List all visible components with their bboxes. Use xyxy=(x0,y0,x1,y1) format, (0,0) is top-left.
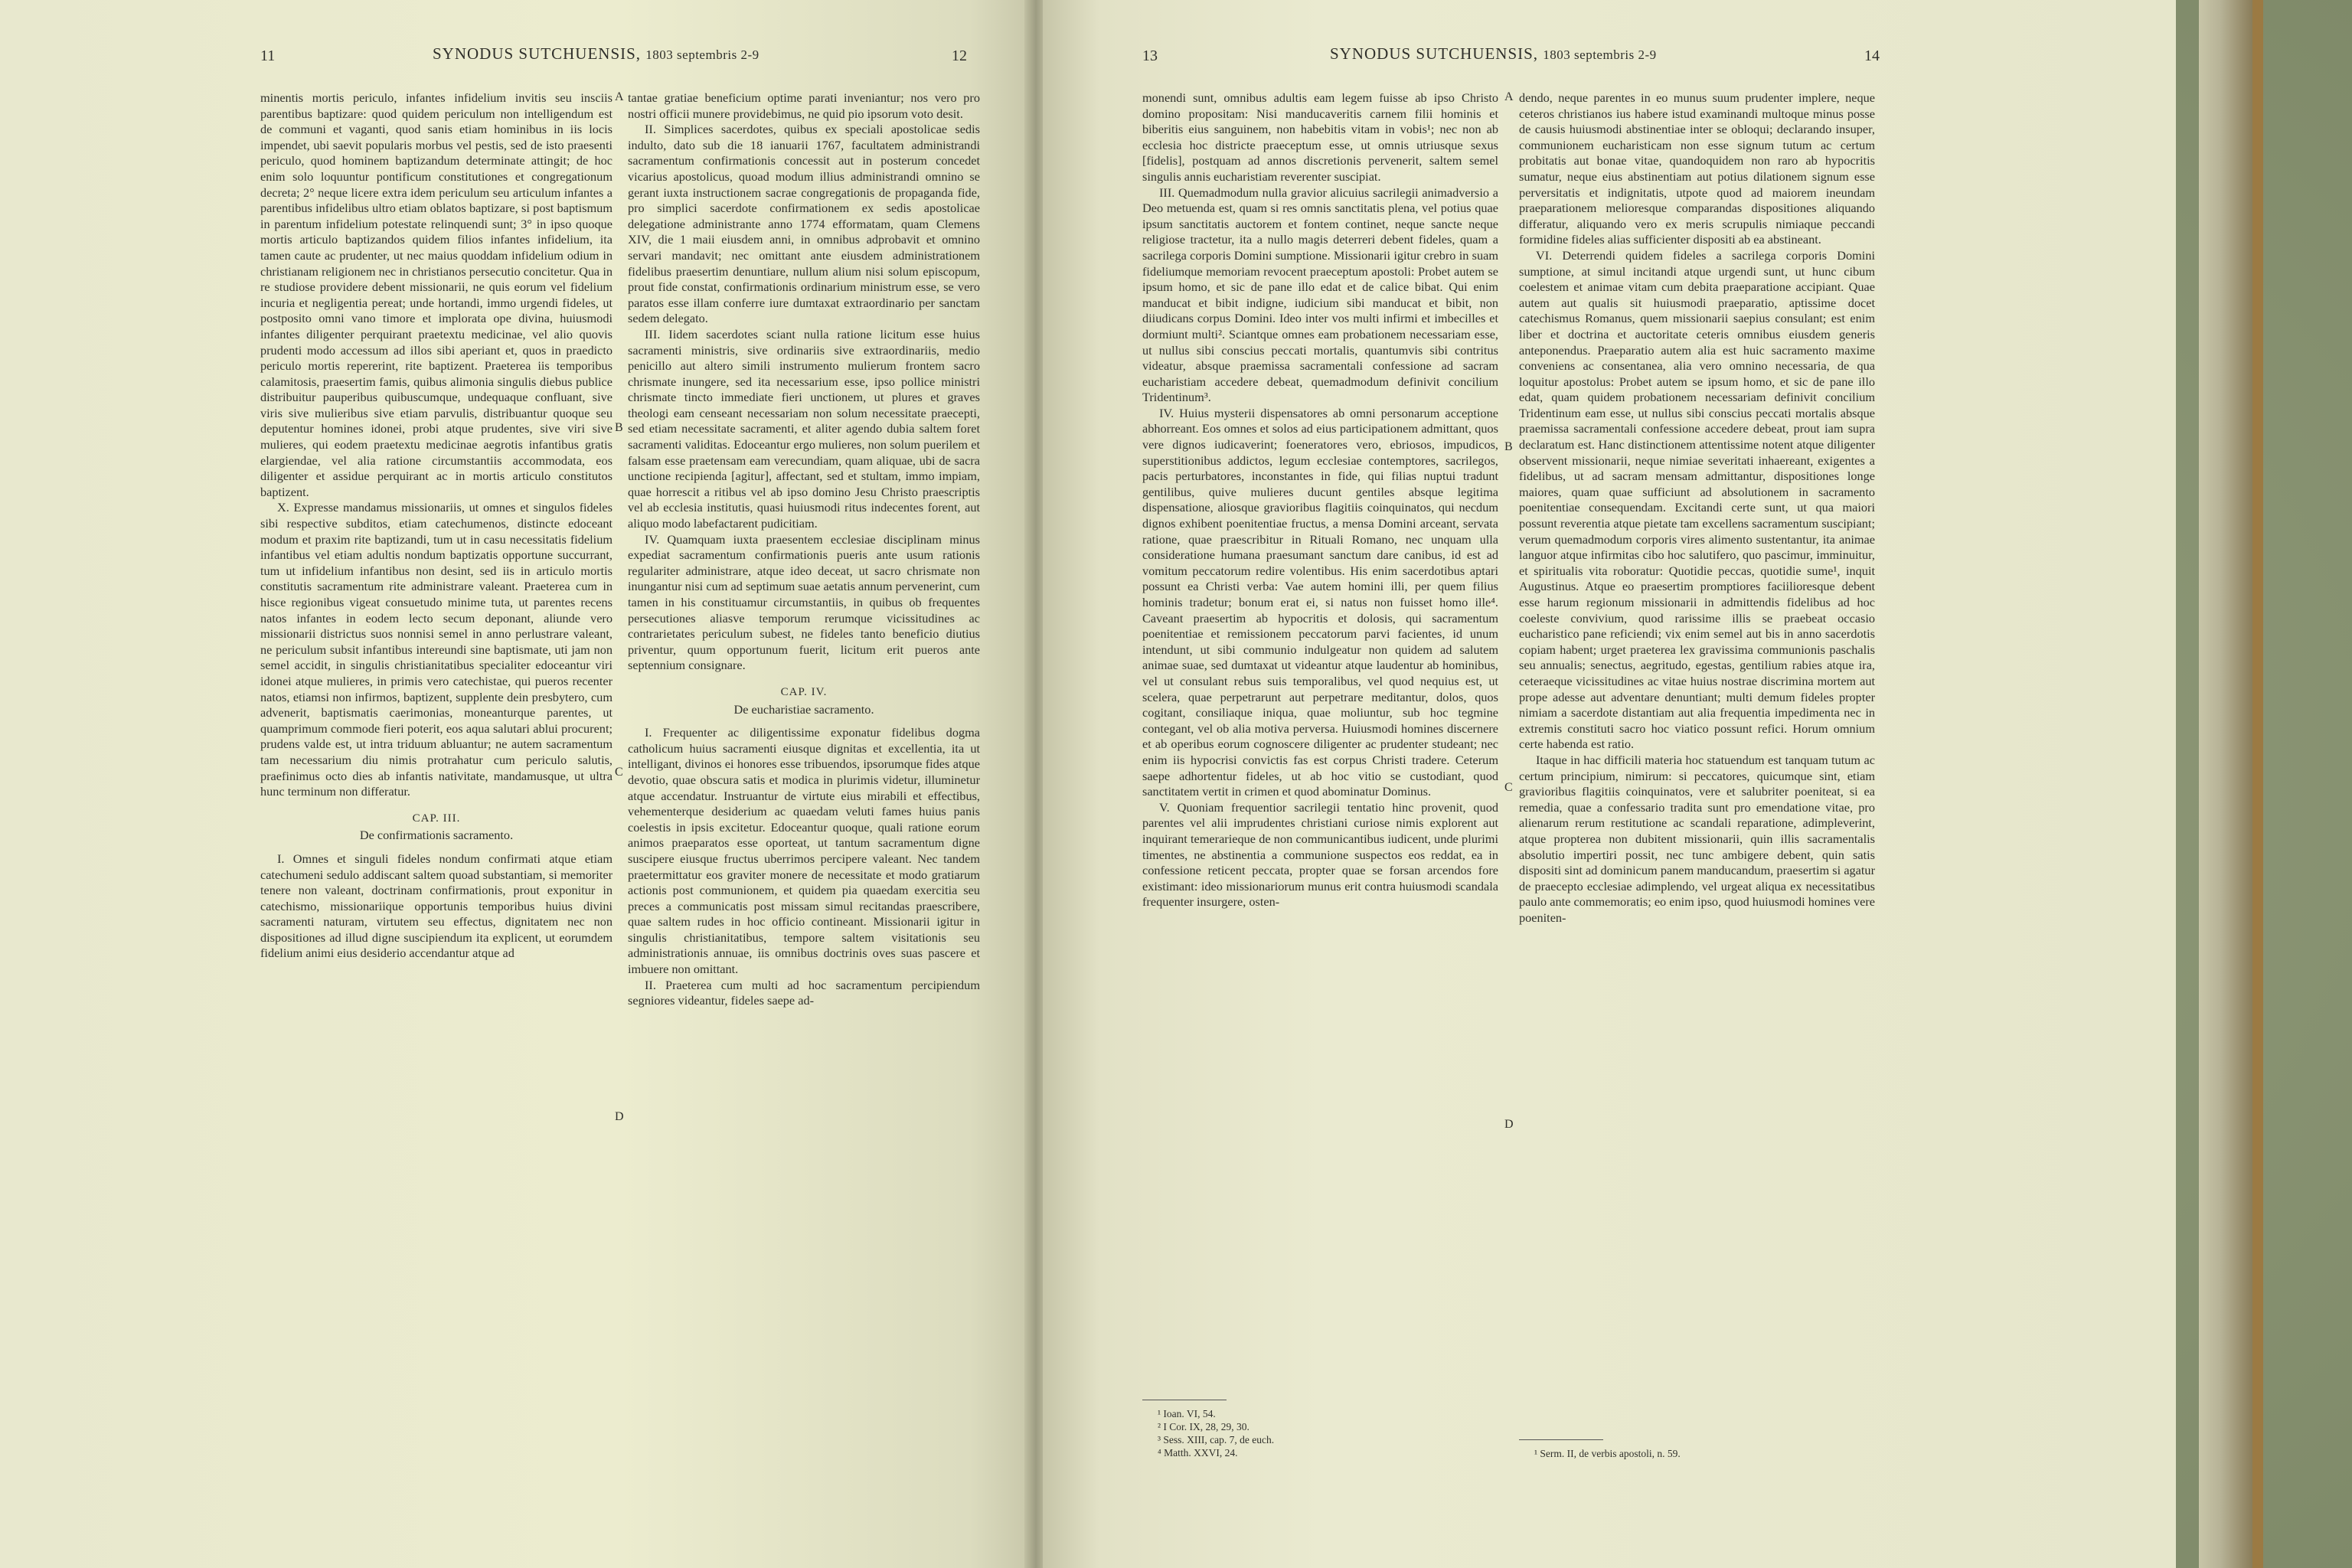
right-page xyxy=(1043,0,2176,1568)
paragraph: monendi sunt, omnibus adultis eam legem fuisse ab ipso Christo domino propositam: Nisi manducaveritis carnem filii hominis et biberitis eius sanguinem, non habebitis vitam in vobis¹; nec non ab ecclesia hoc districte praeceptum esse, ut omnis utriusque sexus [fidelis], postquam ad annos discretionis pervenerit, saltem semel singulis annis eucharistiam reverenter suscipiat. xyxy=(1142,90,1498,184)
margin-marker-a: A xyxy=(615,90,624,103)
page-number-14: 14 xyxy=(1864,47,1880,64)
paragraph: I. Frequenter ac diligentissime exponatur fidelibus dogma catholicum huius sacramenti eiusque dignitas et excellentia, ita ut intelligant, divinos ei honores esse tribuendos, ipsorumque fides atque devotio, quae obscura satis et modica in plurimis videtur, illuminetur atque accendatur. Instruantur de virtute eius mirabili et effectibus, vehementerque desiderium ac quaedam veluti fames huius panis coelestis in ipsis excitetur. Edoceantur quoque, quali ratione eorum animos praeparatos esse oporteat, ut tantum sacramentum digne suscipere eiusque fructus uberrimos percipere valeant. Nec tandem praetermittatur eos graviter monere de necessitate et modo gratiarum actionis post communionem, et quidem pia quaedam exercitia seu preces a communicatis post missam simul recitandas praescribere, quae saltem rudes in hoc officio contineant. Missionarii igitur in singulis christianitatibus, tempore saltem visitationis seu administrationis annuae, iis omnibus doctrinis oves suas pascere et imbuere non omittant. xyxy=(628,725,980,977)
paragraph: VI. Deterrendi quidem fideles a sacrilega corporis Domini sumptione, at simul incitandi atque urgendi sunt, ut hunc cibum coelestem et animae vitam cum debita praeparatione accipiant. Quae autem aut qualis sit huiusmodi praeparatio, aptissime docet catechismus Romanus, quem missionarii saepius consulant; est enim liber et doctrina et auctoritate ceteris omnibus eiusdem generis anteponendus. Praeparatio autem alia est huic sacramento maxime conveniens ac consentanea, alia vero omnino necessaria, de qua loquitur apostolus: Probet autem se ipsum homo, et sic de pane illo edat, quam quidem probationem necessariam definivit concilium Tridentinum eam esse, ut nullus sibi conscius peccati mortalis absque praemissa sacramentali confessione accedere debeat, prout iam supra declaratum est. Hanc distinctionem attentissime notent atque diligenter observent missionarii, neque nimiae severitati inhaereant, exigentes a fidelibus, ut ad sacram mensam admittantur, dispositiones longe maiores, quam quae sufficiunt ad absolutionem in sacramento poenitentiae consequendam. Excitandi certe sunt, ut qua maiori possunt reverentia atque pietate tam excellens sacramentum suscipiant; verum quemadmodum corporis vires alimento sustentantur, ita animae languor atque infirmitas cibo hoc salutifero, quo pascimur, imminuitur, et spiritualis vita roboratur: Quotidie peccas, quotidie sume¹, inquit Augustinus. Atque eo praesertim promptiores faciilioresque debent esse harum regionum missionarii in admittendis fidelibus ad hoc coeleste convivium, quod rarissime illis se praebeat occasio eucharistico pane reficiendi; vix enim semel aut bis in anno sacerdotis copiam habent; urget praeterea lex gravissima communionis paschalis seu annualis; senectus, aegritudo, egestas, gentilium rabies atque ira, ceteraeque vicissitudines ac vitae huius nostrae discrimina mortem aut prope adesse aut adventare denuntiant; multi demum fideles propter nimiam a sacerdote distantiam aut alia frequentia impedimenta nec in extremis constituti sacro hoc viatico possunt refici. Horum omnium certe habenda est ratio. xyxy=(1519,247,1875,752)
footnotes-right-column xyxy=(1534,1447,1681,1460)
margin-marker-d: D xyxy=(615,1110,624,1123)
paragraph: II. Praeterea cum multi ad hoc sacramentum percipiendum segniores videantur, fideles saepe ad- xyxy=(628,977,980,1008)
book-page-edges xyxy=(2199,0,2252,1568)
running-head-date: 1803 septembris 2-9 xyxy=(1543,47,1657,62)
chapter-title: De eucharistiae sacramento. xyxy=(733,701,874,717)
chapter-title: De confirmationis sacramento. xyxy=(359,828,514,843)
footnote: ³ Sess. XIII, cap. 7, de euch. xyxy=(1158,1434,1275,1446)
paragraph: IV. Huius mysterii dispensatores ab omni personarum acceptione abhorreant. Eos omnes et solos ad eius participationem admittant, quos vere dignos iudicaverint; foeneratores vero, ebriosos, impudicos, superstitionibus addictos, legum ecclesiae contemptores, sacrilegos, pacis perturbatores, inconstantes in fide, qui filias nuptui tradunt gentilibus, quive mulieres ducunt gentiles absque legitima dispensatione, aliosque gravioribus flagitiis coinquinatos, qui necdum dignos exhibent poenitentiae fructus, a mensa Domini arceant, servata ratione, quae praescribitur in Rituali Romano, nec unquam ulla consideratione humana praesumant sanctum dare canibus, id est ad vomitum peccatorum redire volentibus. His enim sacerdotibus aptari possunt ea Christi verba: Vae autem homini illi, per quem filius hominis tradetur; bonum erat ei, si natus non fuisset homo ille⁴. Caveant praesertim ab hypocritis et dolosis, qui sacramentum poenitentiae et remissionem peccatorum parvi facientes, id unum intendunt, ut sibi communio indulgeatur non quidem ad salutem animae suae, sed dumtaxat ut videantur atque laudentur ab hominibus, vel ut consulant rebus suis temporalibus, vel quod nequius est, ut scelera, quae perpetrarunt aut perpetrare meditantur, dolos, quos cogitant, consiliaque iniqua, quae moliuntur, sub hoc tegmine contegant, vel ob alia motiva perversa. Huiusmodi homines discernere et ab operibus eorum cognoscere diligenter ac prudenter studeant; nec enim iis hypocrisi convictis fas est corpus Christi tradere. Ceterum saepe adhortentur fideles, ut ab hoc vitio se custodiant, quod sanctitatem vertit in crimen et quod abominatur Dominus. xyxy=(1142,405,1498,799)
right-page-column-2 xyxy=(1519,90,1875,926)
right-page-column-1 xyxy=(1142,90,1498,910)
paragraph: III. Iidem sacerdotes sciant nulla ratione licitum esse huius sacramenti ministris, sive ordinariis sive extraordinariis, medio penicillo aut altero simili instrumento mulierum frontem sacro chrismate inungere, sed ita necessarium esse, ipso pollice ministri chrismate tincto immediate fieri unctionem, ut plures et graves theologi eam censeant necessariam non solum necessitate praecepti, sed etiam necessitate sacramenti, et aliter agendo dubia saltem foret sacramenti validitas. Edoceantur ergo mulieres, non solum puerilem et falsam esse praetensam eam verecundiam, quam aliquae, ubi de sacra unctione recipienda [agitur], affectant, sed et stultam, immo impiam, quae horrescit a ritibus vel ab ipso domino Jesu Christo praescriptis vel ab ecclesia institutis, quasi huiusmodi ritus indecentes forent, aut aliquo modo labefactarent pudicitiam. xyxy=(628,326,980,531)
margin-marker-b: B xyxy=(1504,440,1513,453)
margin-marker-c: C xyxy=(1504,781,1513,794)
paragraph: X. Expresse mandamus missionariis, ut omnes et singulos fideles sibi respective subditos, etiam catechumenos, distincte edoceant modum et praxim rite baptizandi, tum ut in casu necessitatis fidelium infantibus vel etiam adultis nondum baptizatis opportune succurrant, tum ut infidelium infantibus non desint, sed iis in articulo mortis constitutis sacramentum rite administrare valeant. Praeterea cum in hisce regionibus vigeat consuetudo minime tuta, ut parentes recens natos infantes in eodem lecto secum deponant, aliunde vero missionarii districtus suos nonnisi semel in anno perlustrare valeant, ne periculum subsit infantibus intereundi sine baptismate, uti jam non semel accidit, in singulis christianitatibus specialiter edoceantur viri idonei atque mulieres, in primis vero catechistae, qui pueros recenter natos, etiamsi non infirmos, baptizent, supplente dein presbytero, cum advenerit, baptismatis caerimonias, moneanturque parentes, ut quamprimum commode fieri poterit, eos aqua salutari ablui procurent; prudens valde est, ut intra triduum abluantur; ne autem sacramentum tam necessarium diu nimis protrahatur cum periculo salutis, praefinimus octo dies ab infantis nativitate, mandamusque, ut ultra hunc terminum non differatur. xyxy=(260,500,612,799)
page-number-13: 13 xyxy=(1142,47,1158,64)
margin-marker-d: D xyxy=(1504,1118,1514,1131)
chapter-label: CAP. III. xyxy=(412,812,461,825)
running-head-title: SYNODUS SUTCHUENSIS, xyxy=(1330,44,1539,63)
paragraph: IV. Quamquam iuxta praesentem ecclesiae disciplinam minus expediat sacramentum confirmationis pueris ante usum rationis regulariter administrare, atque ideo deceat, ut sacro chrismate non inungantur nisi cum ad septimum suae aetatis annum pervenerint, cum tamen in his constituamur circumstantiis, in quibus ob frequentes persecutiones aliasve temporum rerumque vicissitudines ac contrarietates periculum subest, ne fideles tanto beneficio diutius priventur, quum opportunum fuerit, licitum erit pueros ante septennium consignare. xyxy=(628,531,980,673)
running-head-right xyxy=(1330,44,1657,64)
page-number-11: 11 xyxy=(260,47,276,64)
footnote: ² I Cor. IX, 28, 29, 30. xyxy=(1158,1421,1250,1432)
chapter-label: CAP. IV. xyxy=(780,685,828,698)
running-head-date: 1803 septembris 2-9 xyxy=(645,47,760,62)
footnotes-left-column xyxy=(1158,1407,1274,1459)
paragraph: III. Quemadmodum nulla gravior alicuius sacrilegii animadversio a Deo metuenda est, quam si res omnis sanctitatis plena, vel potius quae ipsum sanctitatis auctorem et fontem continet, neque sancte neque religiose tractetur, ita a nullo magis deterreri debent fideles, quam a sacrilega corporis Domini sumptione. Missionarii igitur crebro in suam fideliumque memoriam revocent praeceptum apostoli: Probet autem se ipsum homo, et sic de pane illo edat et de calice bibat. Qui enim manducat et bibit indigne, iudicium sibi manducat et bibit, non diiudicans corpus Domini. Ideo inter vos multi infirmi et imbecilles et dormiunt multi². Sciantque omnes eam probationem necessariam esse, ut nullus sibi conscius peccati mortalis, quantumvis sibi contritus videatur, absque praemissa sacramentali confessione ad sacram eucharistiam accedere debeat, quemadmodum definivit concilium Tridentinum³. xyxy=(1142,185,1498,405)
left-page-column-2 xyxy=(628,90,980,1009)
margin-marker-b: B xyxy=(615,421,623,434)
paragraph: dendo, neque parentes in eo munus suum prudenter implere, neque ceteros christianos ius habere istud examinandi multoque minus posse de causis huiusmodi abstinentiae inter se obloqui; declarando insuper, communionem eucharisticam non esse signum tutum ac certum probitatis aut bonae vitae, quandoquidem non raro ab hypocritis sumatur, neque eius abstinentiam aut potius dilationem signum esse perversitatis et indignitatis, utpote quod ad maiorem ineundam praeparationem melioresque comparandas dispositiones aliquando differatur, aliquando vero ex meris scrupulis nimiaque peccandi formidine fideles alias sufficienter dispositi ab ea abstineant. xyxy=(1519,90,1875,247)
running-head-left xyxy=(433,44,760,64)
page-number-12: 12 xyxy=(952,47,967,64)
left-page-column-1 xyxy=(260,90,612,962)
paragraph: tantae gratiae beneficium optime parati inveniantur; nos vero pro nostri officii munere providebimus, ne quid pio ipsorum voto desit. xyxy=(628,90,980,121)
margin-marker-a: A xyxy=(1504,90,1514,103)
paragraph: I. Omnes et singuli fideles nondum confirmati atque etiam catechumeni sedulo addiscant saltem quoad substantiam, si memoriter tenere non valeant, doctrinam confirmationis, prout exponitur in catechismo, missionariique opportunis temporibus huius divini sacramenti naturam, virtutem seu effectus, dignitatem nec non dispositiones ad illud digne suscipiendum ita explicent, ut eorumdem fidelium animi eius desiderio accendantur atque ad xyxy=(260,851,612,961)
paragraph: Itaque in hac difficili materia hoc statuendum est tanquam tutum ac certum principium, nimirum: si peccatores, quicumque sint, etiam gravioribus flagitiis coinquinatos, vere et salubriter poeniteat, si ea remedia, quae a confessario tradita sunt pro emendatione vitae, pro alienarum rerum restitutione ac scandali reparatione, adimpleverint, atque propterea non dubitent missionarii, quin illis sacramentalis absolutio impertiri possit, nec tunc ambigere debent, quin satis dispositi sint ad dominicum panem manducandum, praesertim si agatur de praecepto ecclesiae adimplendo, vel urgeat aliqua ex necessitatibus paulo ante commemoratis; eo enim ipso, quod huiusmodi homines vere poeniten- xyxy=(1519,752,1875,925)
margin-marker-c: C xyxy=(615,766,623,779)
footnote: ¹ Serm. II, de verbis apostoli, n. 59. xyxy=(1534,1448,1681,1459)
paragraph: minentis mortis periculo, infantes infidelium invitis seu insciis parentibus baptizare: quod quidem periculum non intelligendum est de communi et vaganti, quod sanis etiam hominibus in iis locis impendet, ubi saevit popularis morbus vel pestis, sed de isto praesenti periculo, quod hominem baptizandum determinate attingit; de hoc enim solo loquuntur pontificum constitutiones et congregationum decreta; 2° neque licere extra idem periculum seu articulum infantes a parentibus infidelibus ultro etiam oblatos baptizare, si post baptismum in parentum infidelium potestate relinquendi sunt; 3° in ipso quoque mortis articulo baptizandos quidem filios infantes infidelium, ita tamen caute ac prudenter, ut nec maius quoddam infidelium odium in christianam religionem nec in christianos persecutio concitetur. Qua in re studiose providere debent missionarii, ne quis eorum vel fidelium incuria et negligentia pereat; unde hortandi, immo urgendi fideles, ut postposito omni vano timore et implorata ope divina, huiusmodi infantes diligenter perquirant praetextu medicinae, vel alio quovis prudenti modo accessum ad illos sibi aperiant et, quos in praedicto periculo mortis repererint, rite baptizent. Praeterea iis temporibus calamitosis, praesertim famis, quibus alimonia singulis diebus publice distribuitur pauperibus quibuscumque, undequaque confluant, sive viris sive mulieribus sive etiam parvulis, distribuantur quoque seu deputentur homines idonei, probi atque prudentes, sive viri sive mulieres, qui eodem praetextu medicinae aegrotis infantibus gratis elargiendae, vel alia ratione circumstantiis accommodata, eos diligenter et assidue perquirant ac in mortis articulo constitutos baptizent. xyxy=(260,90,612,499)
paragraph: II. Simplices sacerdotes, quibus ex speciali apostolicae sedis indulto, dato sub die 18 ianuarii 1767, facultatem administrandi sacramentum confirmationis concessit aut in posterum concedet vicarius apostolicus, quoad modum illius administrandi omnino se gerant iuxta instructionem sacrae congregationis de propaganda fide, pro simplici sacerdote confirmationem ex sedis apostolicae delegatione administrante anno 1774 efformatam, quam Clemens XIV, die 1 maii eiusdem anni, in omnibus adprobavit et omnino servari mandavit; nec omittant ante eiusdem administrationem fidelibus praesertim denuntiare, nullum alium nisi solum episcopum, prout fide constat, confirmationis ordinarium ministrum esse, se vero paratos esse illam conferre iure dumtaxat extraordinario per sanctam sedem delegato. xyxy=(628,122,980,326)
footnote: ¹ Ioan. VI, 54. xyxy=(1158,1408,1216,1419)
paragraph: V. Quoniam frequentior sacrilegii tentatio hinc provenit, quod parentes vel alii imprudentes christiani curiose nimis explorent aut inquirant temerarieque de non communicantibus iudicent, unde plurimi timentes, ne abstinentia a communione suspectos eos reddat, ea in confessione reticent peccata, propter quae se forsan arcendos fore existimant: ideo missionariorum munus erit contra huiusmodi scandala frequenter insurgere, osten- xyxy=(1142,799,1498,910)
footnote: ⁴ Matth. XXVI, 24. xyxy=(1158,1447,1238,1459)
running-head-title: SYNODUS SUTCHUENSIS, xyxy=(433,44,642,63)
footnote-rule xyxy=(1519,1439,1603,1440)
left-page xyxy=(0,0,1031,1568)
